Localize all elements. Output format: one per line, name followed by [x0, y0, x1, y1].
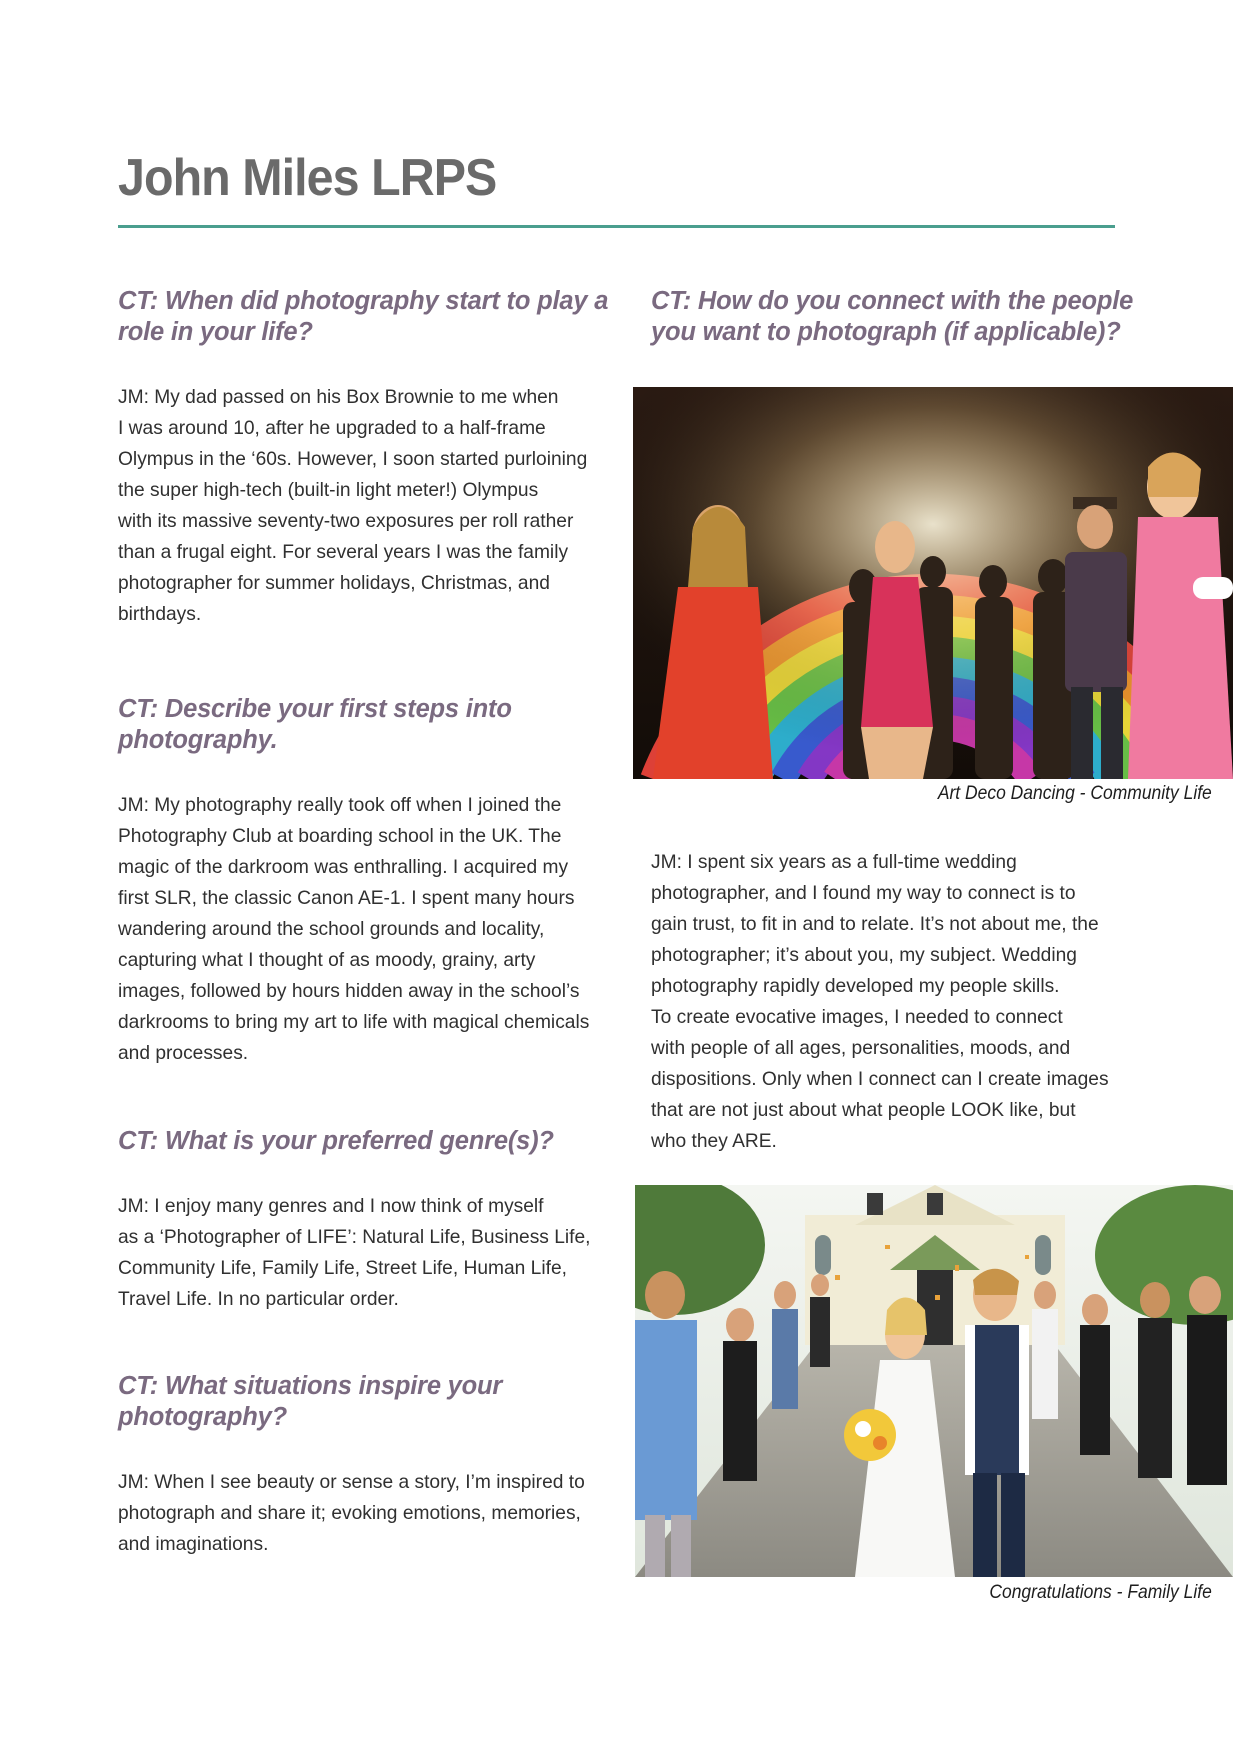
photo-art-deco-dancing [633, 387, 1233, 779]
answer-photography-start: JM: My dad passed on his Box Brownie to me when I was around 10, after he upgraded to a half-frame Olympus in the ‘60s. However, I soon started purloining the super high-tech (built-in light meter!) Olympus with its massive seventy-two exposures per roll rather than a frugal eight. For several years I was the family photographer for summer holidays, Christmas, and birthdays. [118, 387, 588, 625]
question-preferred-genre: CT: What is your preferred genre(s)? [118, 1127, 554, 1155]
answer-inspiring-situations: JM: When I see beauty or sense a story, I’m inspired to photograph and share it; evoking emotions, memories, and imaginations. [118, 1472, 585, 1555]
caption-wedding-congratulations: Congratulations - Family Life [989, 1582, 1212, 1603]
photo-wedding-congratulations [635, 1185, 1233, 1577]
question-photography-start: CT: When did photography start to play a role in your life? [118, 287, 609, 346]
page-title: John Miles LRPS [118, 149, 497, 207]
title-divider [118, 225, 1115, 228]
caption-art-deco-dancing: Art Deco Dancing - Community Life [938, 783, 1212, 804]
answer-first-steps: JM: My photography really took off when I joined the Photography Club at boarding school in the UK. The magic of the darkroom was enthralling. I acquired my first SLR, the classic Canon AE-1. I spent many hours wandering around the school grounds and locality, capturing what I thought of as moody, grainy, arty images, followed by hours hidden away in the school’s darkrooms to bring my art to life with magical chemicals and processes. [118, 795, 590, 1064]
answer-preferred-genre: JM: I enjoy many genres and I now think of myself as a ‘Photographer of LIFE’: Natural Life, Business Life, Community Life, Family Life, Street Life, Human Life, Travel Life. In no particular order. [118, 1196, 591, 1310]
answer-connect-people: JM: I spent six years as a full-time wedding photographer, and I found my way to connect is to gain trust, to fit in and to relate. It’s not about me, the photographer; it’s about you, my subject. Wedding photography rapidly developed my people skills. To create evocative images, I needed to connect with people of all ages, personalities, moods, and dispositions. Only when I connect can I create images that are not just about what people LOOK like, but who they ARE. [651, 852, 1109, 1152]
question-first-steps: CT: Describe your first steps into photography. [118, 695, 512, 754]
question-inspiring-situations: CT: What situations inspire your photography? [118, 1372, 503, 1431]
question-connect-people: CT: How do you connect with the people you want to photograph (if applicable)? [651, 287, 1134, 346]
